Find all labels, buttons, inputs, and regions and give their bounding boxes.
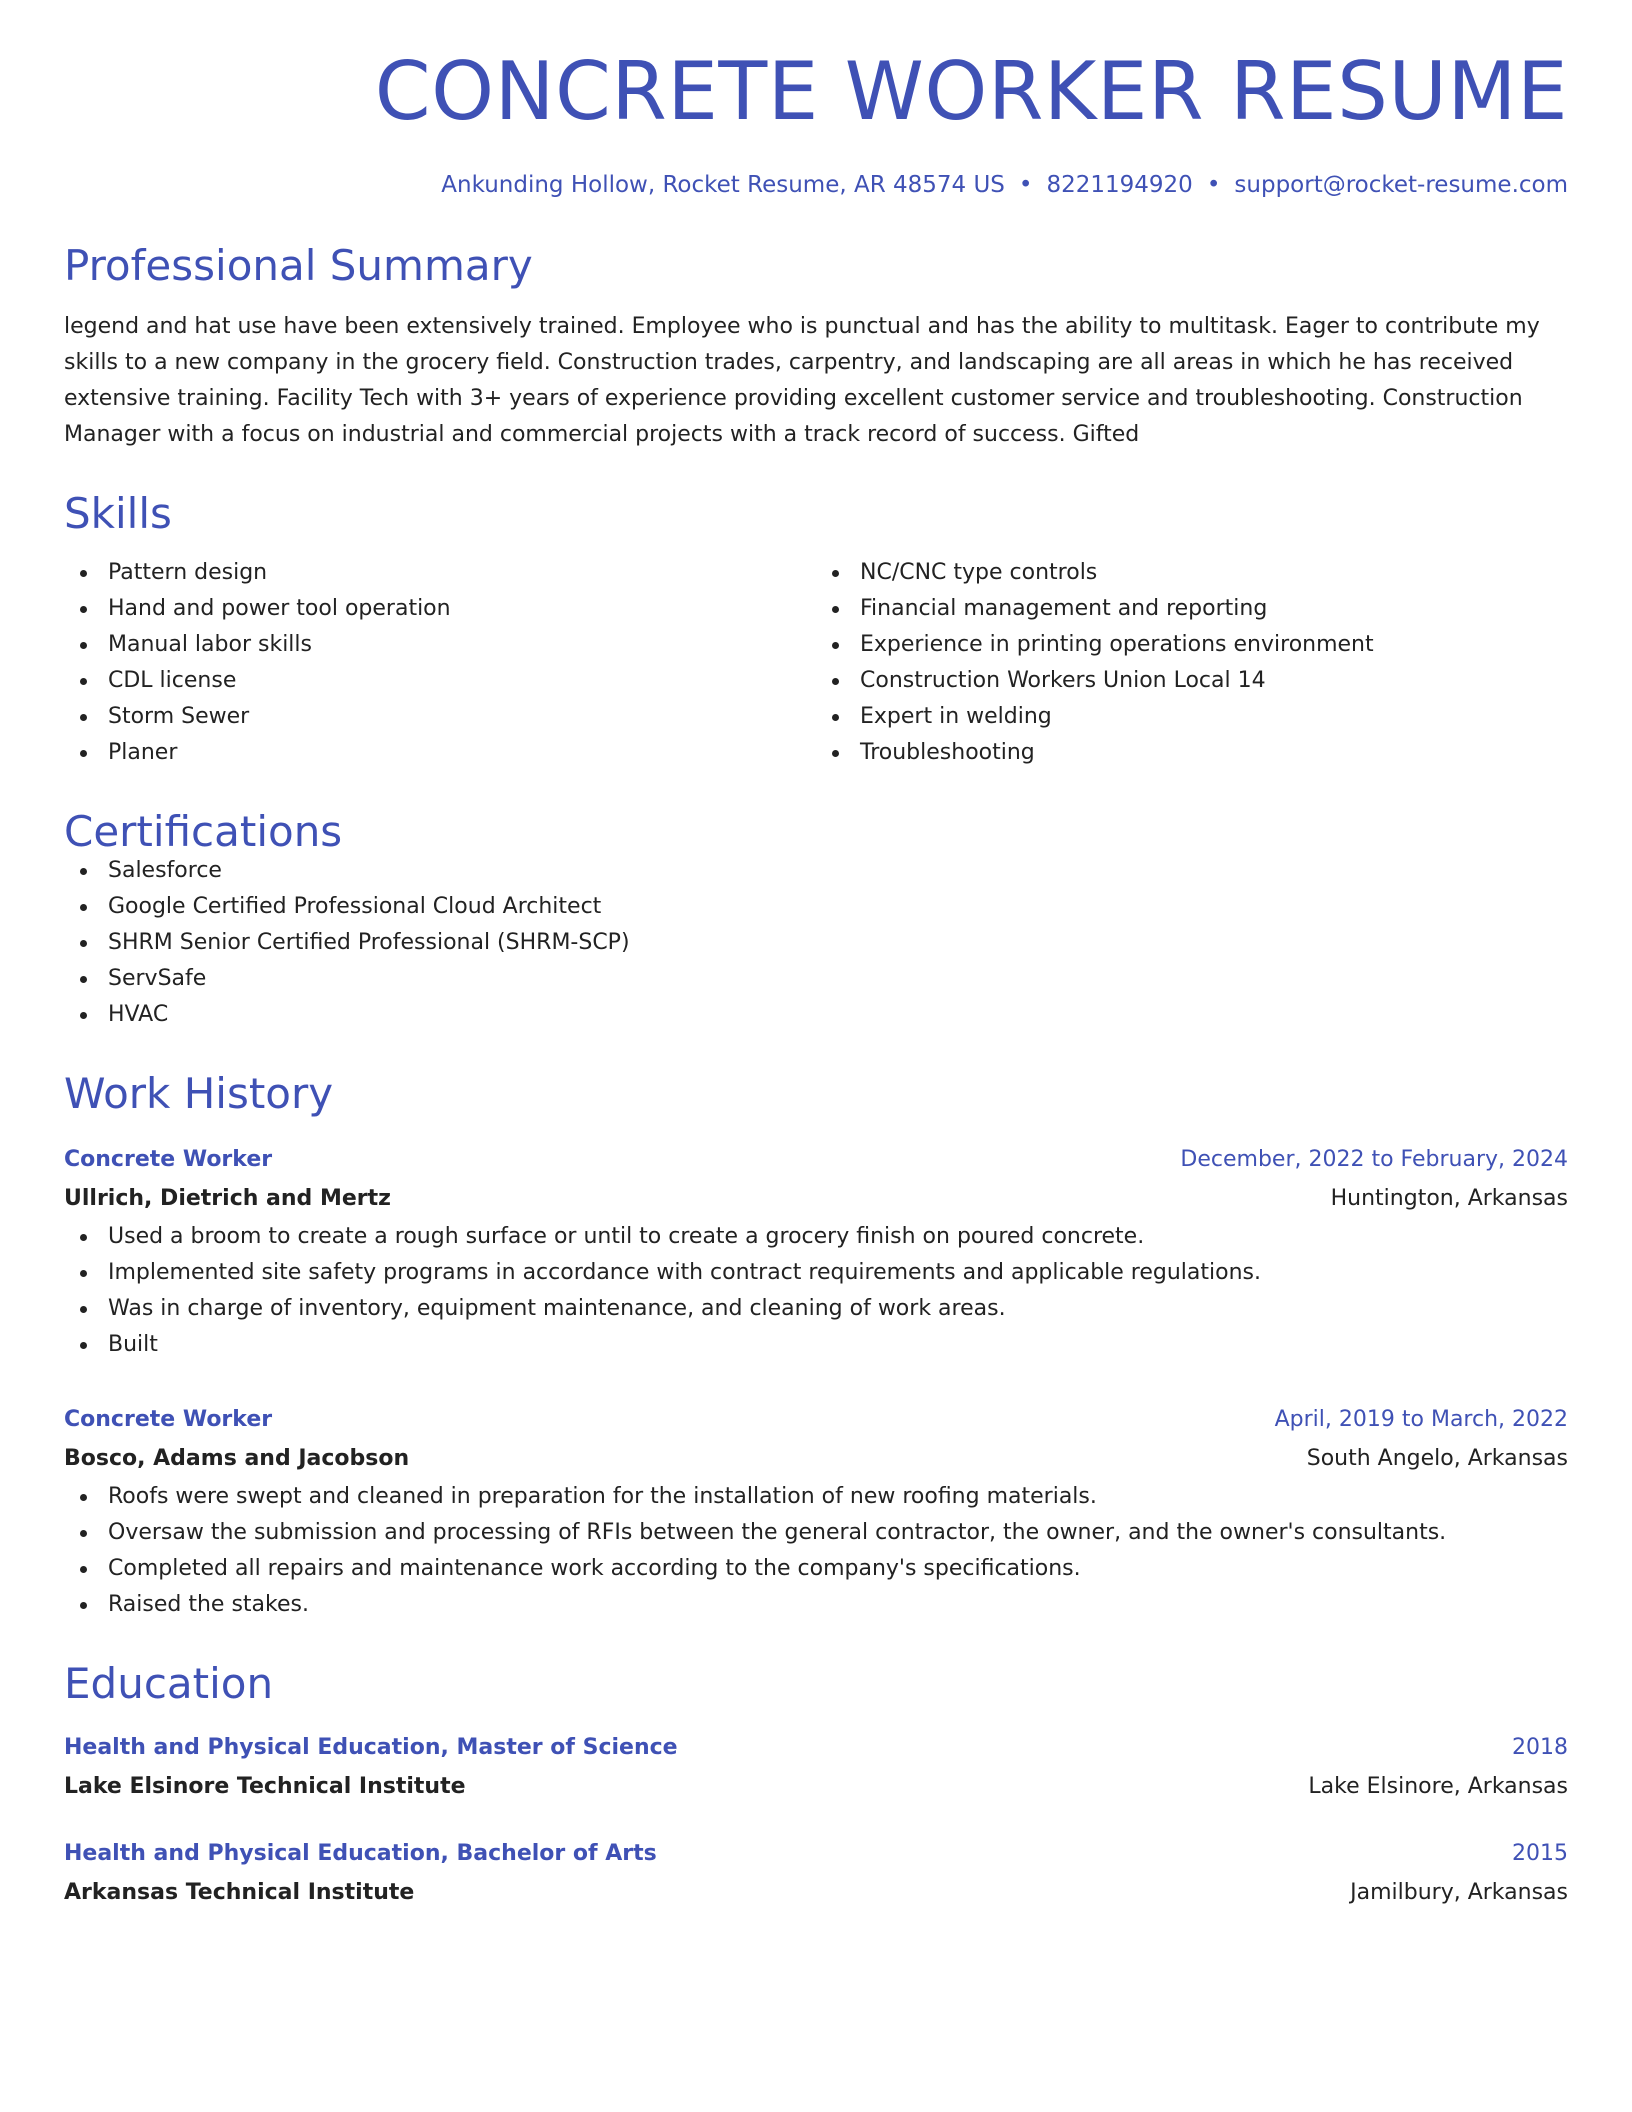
summary-heading: Professional Summary bbox=[64, 241, 533, 290]
job-dates: December, 2022 to February, 2024 bbox=[1180, 1147, 1568, 1172]
education-entry-header bbox=[64, 1835, 1568, 1873]
degree-title: Health and Physical Education, Bachelor of Arts bbox=[64, 1841, 657, 1866]
work-entry bbox=[64, 1401, 1568, 1623]
skills-list-right bbox=[816, 555, 1568, 771]
skill-item: Financial management and reporting bbox=[816, 591, 1568, 627]
skill-item: Troubleshooting bbox=[816, 735, 1568, 771]
education-entry bbox=[64, 1729, 1568, 1807]
education-entry-subheader bbox=[64, 1767, 1568, 1807]
work-entry-header bbox=[64, 1401, 1568, 1439]
job-duty: Completed all repairs and maintenance work according to the company's specifications. bbox=[64, 1551, 1568, 1587]
school-location: Jamilbury, Arkansas bbox=[1350, 1880, 1568, 1905]
work-entry-subheader bbox=[64, 1179, 1568, 1219]
school-location: Lake Elsinore, Arkansas bbox=[1308, 1774, 1568, 1799]
work-entry-subheader bbox=[64, 1439, 1568, 1479]
certification-item: Salesforce bbox=[64, 853, 1568, 889]
job-duty: Used a broom to create a rough surface or until to create a grocery finish on poured concrete. bbox=[64, 1219, 1568, 1255]
certification-item: ServSafe bbox=[64, 961, 1568, 997]
school-name: Arkansas Technical Institute bbox=[64, 1880, 415, 1905]
certification-item: Google Certified Professional Cloud Architect bbox=[64, 889, 1568, 925]
job-duty: Roofs were swept and cleaned in preparation for the installation of new roofing materials. bbox=[64, 1479, 1568, 1515]
contact-separator: • bbox=[1018, 172, 1033, 198]
contact-email: support@rocket-resume.com bbox=[1234, 172, 1568, 198]
job-duty: Implemented site safety programs in accordance with contract requirements and applicable regulations. bbox=[64, 1255, 1568, 1291]
education-entry-header bbox=[64, 1729, 1568, 1767]
company-name: Ullrich, Dietrich and Mertz bbox=[64, 1186, 391, 1211]
job-duty: Raised the stakes. bbox=[64, 1587, 1568, 1623]
skills-column-right bbox=[816, 555, 1568, 771]
job-dates: April, 2019 to March, 2022 bbox=[1274, 1407, 1568, 1432]
skill-item: Expert in welding bbox=[816, 699, 1568, 735]
education-entry-subheader bbox=[64, 1873, 1568, 1913]
skill-item: NC/CNC type controls bbox=[816, 555, 1568, 591]
skills-list-left bbox=[64, 555, 816, 771]
job-duty: Was in charge of inventory, equipment maintenance, and cleaning of work areas. bbox=[64, 1291, 1568, 1327]
contact-phone: 8221194920 bbox=[1046, 172, 1193, 198]
skill-item: Planer bbox=[64, 735, 816, 771]
company-name: Bosco, Adams and Jacobson bbox=[64, 1446, 410, 1471]
job-duties-list bbox=[64, 1479, 1568, 1623]
graduation-year: 2018 bbox=[1512, 1735, 1568, 1760]
job-duty: Oversaw the submission and processing of RFIs between the general contractor, the owner, and the owner's consultants. bbox=[64, 1515, 1568, 1551]
graduation-year: 2015 bbox=[1512, 1841, 1568, 1866]
skill-item: Manual labor skills bbox=[64, 627, 816, 663]
job-duty: Built bbox=[64, 1327, 1568, 1363]
skill-item: Hand and power tool operation bbox=[64, 591, 816, 627]
skill-item: Pattern design bbox=[64, 555, 816, 591]
skills-column-left bbox=[64, 555, 816, 771]
contact-address: Ankunding Hollow, Rocket Resume, AR 48574 US bbox=[441, 172, 1005, 198]
skill-item: CDL license bbox=[64, 663, 816, 699]
skills-columns bbox=[64, 555, 1568, 771]
work-history-heading: Work History bbox=[64, 1069, 334, 1118]
skill-item: Construction Workers Union Local 14 bbox=[816, 663, 1568, 699]
school-name: Lake Elsinore Technical Institute bbox=[64, 1774, 466, 1799]
work-entry-header bbox=[64, 1141, 1568, 1179]
job-title: Concrete Worker bbox=[64, 1147, 273, 1172]
certifications-heading: Certifications bbox=[64, 807, 343, 856]
contact-line bbox=[64, 174, 1568, 197]
education-entry bbox=[64, 1835, 1568, 1913]
job-title: Concrete Worker bbox=[64, 1407, 273, 1432]
degree-title: Health and Physical Education, Master of Science bbox=[64, 1735, 678, 1760]
skill-item: Experience in printing operations environment bbox=[816, 627, 1568, 663]
contact-separator: • bbox=[1206, 172, 1221, 198]
skills-heading: Skills bbox=[64, 489, 172, 538]
skill-item: Storm Sewer bbox=[64, 699, 816, 735]
certification-item: SHRM Senior Certified Professional (SHRM-SCP) bbox=[64, 925, 1568, 961]
certifications-list bbox=[64, 853, 1568, 1033]
education-heading: Education bbox=[64, 1659, 274, 1708]
resume-title: CONCRETE WORKER RESUME bbox=[374, 45, 1568, 138]
job-location: Huntington, Arkansas bbox=[1330, 1186, 1568, 1211]
certification-item: HVAC bbox=[64, 997, 1568, 1033]
resume-header bbox=[64, 0, 1568, 197]
job-duties-list bbox=[64, 1219, 1568, 1363]
work-entry bbox=[64, 1141, 1568, 1363]
summary-text: legend and hat use have been extensively trained. Employee who is punctual and has the ability to multitask. Eager to contribute my skills to a new company in the grocery field. Construction trades, carpentry, and landscaping are all areas in which he has received extensive training. Facility Tech with 3+ years of experience providing excellent customer service and troubleshooting. Construction Manager with a focus on industrial and commercial projects with a track record of success. Gifted bbox=[64, 314, 1540, 447]
job-location: South Angelo, Arkansas bbox=[1306, 1446, 1568, 1471]
